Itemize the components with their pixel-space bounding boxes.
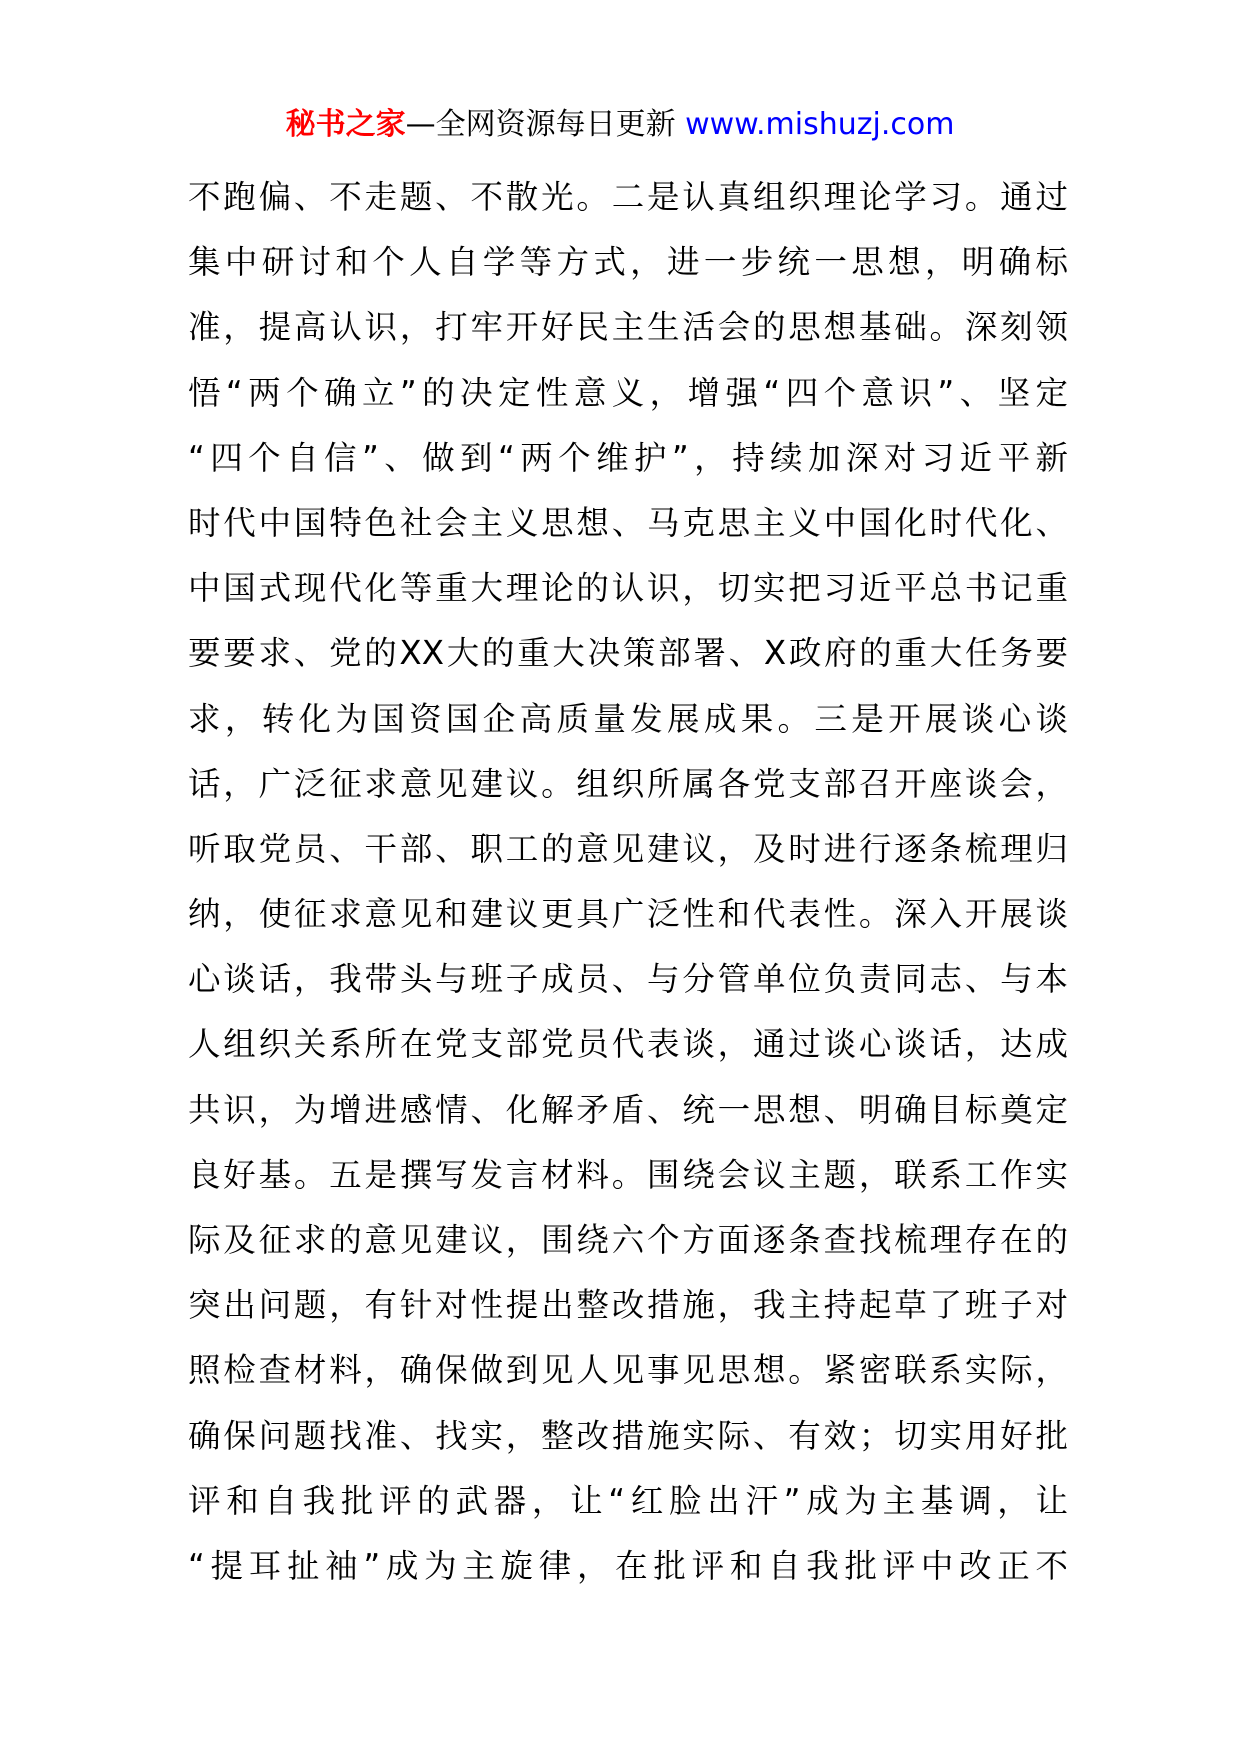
header-tagline: —全网资源每日更新 (405, 107, 676, 142)
text-line: 共识，为增进感情、化解矛盾、统一思想、明确目标奠定 (188, 1090, 1068, 1129)
text-line: 人组织关系所在党支部党员代表谈，通过谈心谈话，达成 (188, 1025, 1068, 1064)
brand-name: 秘书之家 (285, 107, 406, 142)
text-line: 际及征求的意见建议，围绕六个方面逐条查找梳理存在的 (188, 1221, 1068, 1259)
text-line: 集中研讨和个人自学等方式，进一步统一思想，明确标 (188, 243, 1068, 282)
text-line: 良好基。五是撰写发言材料。围绕会议主题，联系工作实 (188, 1155, 1068, 1194)
text-line: 心谈话，我带头与班子成员、与分管单位负责同志、与本 (188, 960, 1068, 999)
text-line: “提耳扯袖”成为主旋律，在批评和自我批评中改正不 (188, 1546, 1068, 1585)
text-line: 悟“两个确立”的决定性意义，增强“四个意识”、坚定 (188, 373, 1068, 412)
text-line: 准，提高认识，打牢开好民主生活会的思想基础。深刻领 (188, 308, 1068, 347)
text-line: 突出问题，有针对性提出整改措施，我主持起草了班子对 (188, 1286, 1068, 1325)
text-line: 话，广泛征求意见建议。组织所属各党支部召开座谈会， (188, 764, 1068, 803)
text-line: 确保问题找准、找实，整改措施实际、有效；切实用好批 (188, 1416, 1068, 1455)
text-line: 纳，使征求意见和建议更具广泛性和代表性。深入开展谈 (188, 895, 1068, 934)
text-line: 求，转化为国资国企高质量发展成果。三是开展谈心谈 (188, 699, 1068, 738)
text-line: 不跑偏、不走题、不散光。二是认真组织理论学习。通过 (188, 178, 1068, 216)
text-line: “四个自信”、做到“两个维护”，持续加深对习近平新 (188, 438, 1068, 477)
text-line: 中国式现代化等重大理论的认识，切实把习近平总书记重 (188, 569, 1068, 608)
text-line: 照检查材料，确保做到见人见事见思想。紧密联系实际， (188, 1351, 1068, 1390)
page-header (0, 100, 1240, 150)
body-paragraph (188, 165, 1068, 1599)
text-line: 要要求、党的XX大的重大决策部署、X政府的重大任务要 (188, 634, 1068, 673)
text-line: 评和自我批评的武器，让“红脸出汗”成为主基调，让 (188, 1481, 1068, 1520)
text-line: 时代中国特色社会主义思想、马克思主义中国化时代化、 (188, 503, 1068, 542)
website-link[interactable]: www.mishuzj.com (685, 107, 955, 142)
text-line: 听取党员、干部、职工的意见建议，及时进行逐条梳理归 (188, 829, 1068, 868)
